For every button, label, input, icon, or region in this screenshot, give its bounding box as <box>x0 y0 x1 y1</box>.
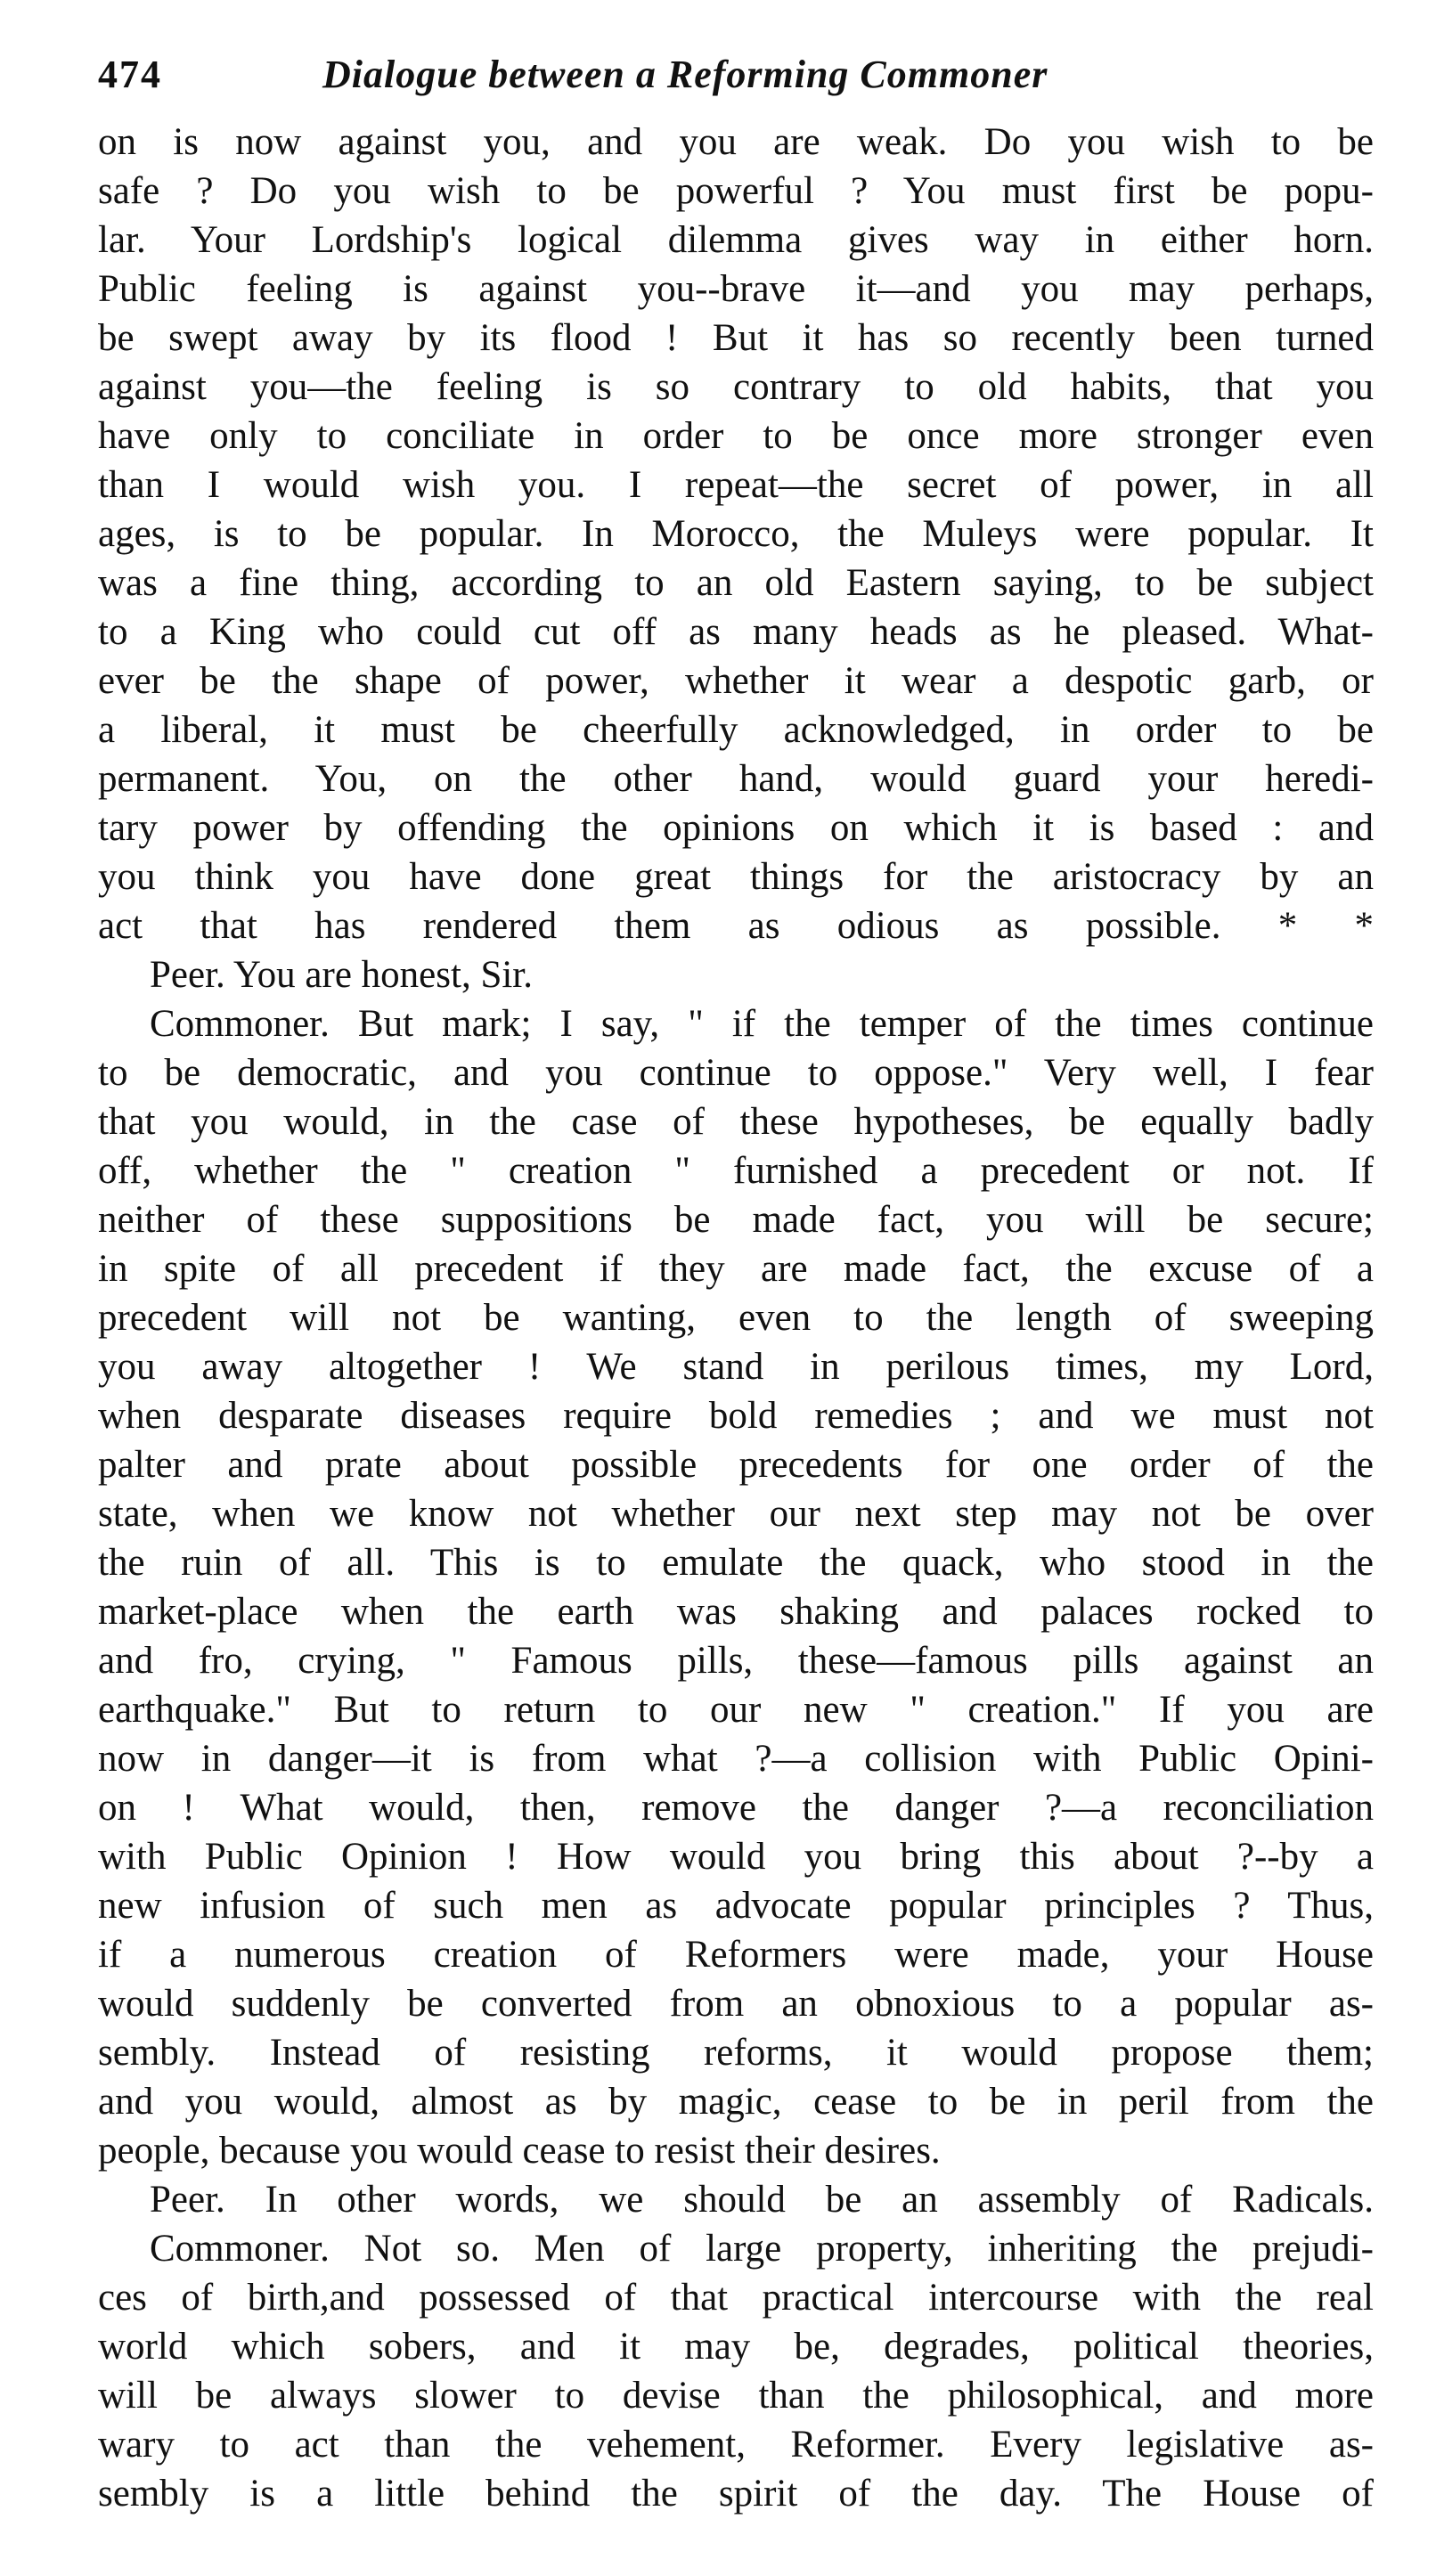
text-line: than I would wish you. I repeat—the secret of power, in all <box>98 464 1374 506</box>
text-line: sembly is a little behind the spirit of the day. The House of <box>98 2473 1374 2515</box>
text-line: when desparate diseases require bold remedies ; and we must not <box>98 1395 1374 1437</box>
text-line: the ruin of all. This is to emulate the quack, who stood in the <box>98 1542 1374 1584</box>
text-line: and you would, almost as by magic, cease to be in peril from the <box>98 2081 1374 2123</box>
text-line: and fro, crying, " Famous pills, these—famous pills against an <box>98 1640 1374 1682</box>
text-line: palter and prate about possible precedents for one order of the <box>98 1444 1374 1486</box>
text-line: be swept away by its flood ! But it has so recently been turned <box>98 317 1374 359</box>
body-text <box>98 118 1374 2518</box>
text-line: ever be the shape of power, whether it wear a despotic garb, or <box>98 660 1374 702</box>
speaker-line-commoner: Commoner. Not so. Men of large property, inheriting the prejudi- <box>150 2228 1374 2270</box>
text-line: wary to act than the vehement, Reformer. Every legislative as- <box>98 2424 1374 2466</box>
page-header <box>98 52 1374 109</box>
text-line: ages, is to be popular. In Morocco, the Muleys were popular. It <box>98 513 1374 555</box>
text-line: lar. Your Lordship's logical dilemma gives way in either horn. <box>98 219 1374 261</box>
text-line: Public feeling is against you--brave it—and you may perhaps, <box>98 268 1374 310</box>
running-head: Dialogue between a Reforming Commoner <box>322 53 1048 96</box>
book-page <box>98 52 1374 2518</box>
text-line: was a fine thing, according to an old Eastern saying, to be subject <box>98 562 1374 604</box>
text-line: state, when we know not whether our next step may not be over <box>98 1493 1374 1535</box>
speaker-line-peer: Peer. In other words, we should be an assembly of Radicals. <box>150 2179 1374 2221</box>
text-line: act that has rendered them as odious as possible. * * <box>98 905 1374 947</box>
text-line: neither of these suppositions be made fact, you will be secure; <box>98 1199 1374 1241</box>
text-line: if a numerous creation of Reformers were made, your House <box>98 1934 1374 1976</box>
text-line: with Public Opinion ! How would you bring this about ?--by a <box>98 1836 1374 1878</box>
text-line: a liberal, it must be cheerfully acknowledged, in order to be <box>98 709 1374 751</box>
text-line: against you—the feeling is so contrary to old habits, that you <box>98 366 1374 408</box>
text-line: safe ? Do you wish to be powerful ? You must first be popu- <box>98 170 1374 212</box>
text-line: have only to conciliate in order to be once more stronger even <box>98 415 1374 457</box>
text-line: off, whether the " creation " furnished a precedent or not. If <box>98 1150 1374 1192</box>
text-line: people, because you would cease to resist their desires. <box>98 2130 941 2172</box>
text-line: now in danger—it is from what ?—a collision with Public Opini- <box>98 1738 1374 1780</box>
text-line: you away altogether ! We stand in perilous times, my Lord, <box>98 1346 1374 1388</box>
text-line: ces of birth,and possessed of that practical intercourse with the real <box>98 2277 1374 2319</box>
page-number: 474 <box>98 53 162 96</box>
text-line: would suddenly be converted from an obnoxious to a popular as- <box>98 1983 1374 2025</box>
text-line: tary power by offending the opinions on which it is based : and <box>98 807 1374 849</box>
text-line: world which sobers, and it may be, degrades, political theories, <box>98 2326 1374 2368</box>
speaker-line-commoner: Commoner. But mark; I say, " if the temper of the times continue <box>150 1003 1374 1045</box>
text-line: market-place when the earth was shaking and palaces rocked to <box>98 1591 1374 1633</box>
text-line: precedent will not be wanting, even to the length of sweeping <box>98 1297 1374 1339</box>
speaker-line-peer: Peer. You are honest, Sir. <box>150 954 533 996</box>
text-line: to be democratic, and you continue to oppose." Very well, I fear <box>98 1052 1374 1094</box>
text-line: to a King who could cut off as many heads as he pleased. What- <box>98 611 1374 653</box>
text-line: sembly. Instead of resisting reforms, it would propose them; <box>98 2032 1374 2074</box>
text-line: will be always slower to devise than the philosophical, and more <box>98 2375 1374 2417</box>
text-line: on ! What would, then, remove the danger ?—a reconciliation <box>98 1787 1374 1829</box>
text-line: new infusion of such men as advocate popular principles ? Thus, <box>98 1885 1374 1927</box>
text-line: you think you have done great things for the aristocracy by an <box>98 856 1374 898</box>
text-line: earthquake." But to return to our new " creation." If you are <box>98 1689 1374 1731</box>
text-line: permanent. You, on the other hand, would guard your heredi- <box>98 758 1374 800</box>
text-line: on is now against you, and you are weak. Do you wish to be <box>98 121 1374 163</box>
text-line: in spite of all precedent if they are made fact, the excuse of a <box>98 1248 1374 1290</box>
text-line: that you would, in the case of these hypotheses, be equally badly <box>98 1101 1374 1143</box>
